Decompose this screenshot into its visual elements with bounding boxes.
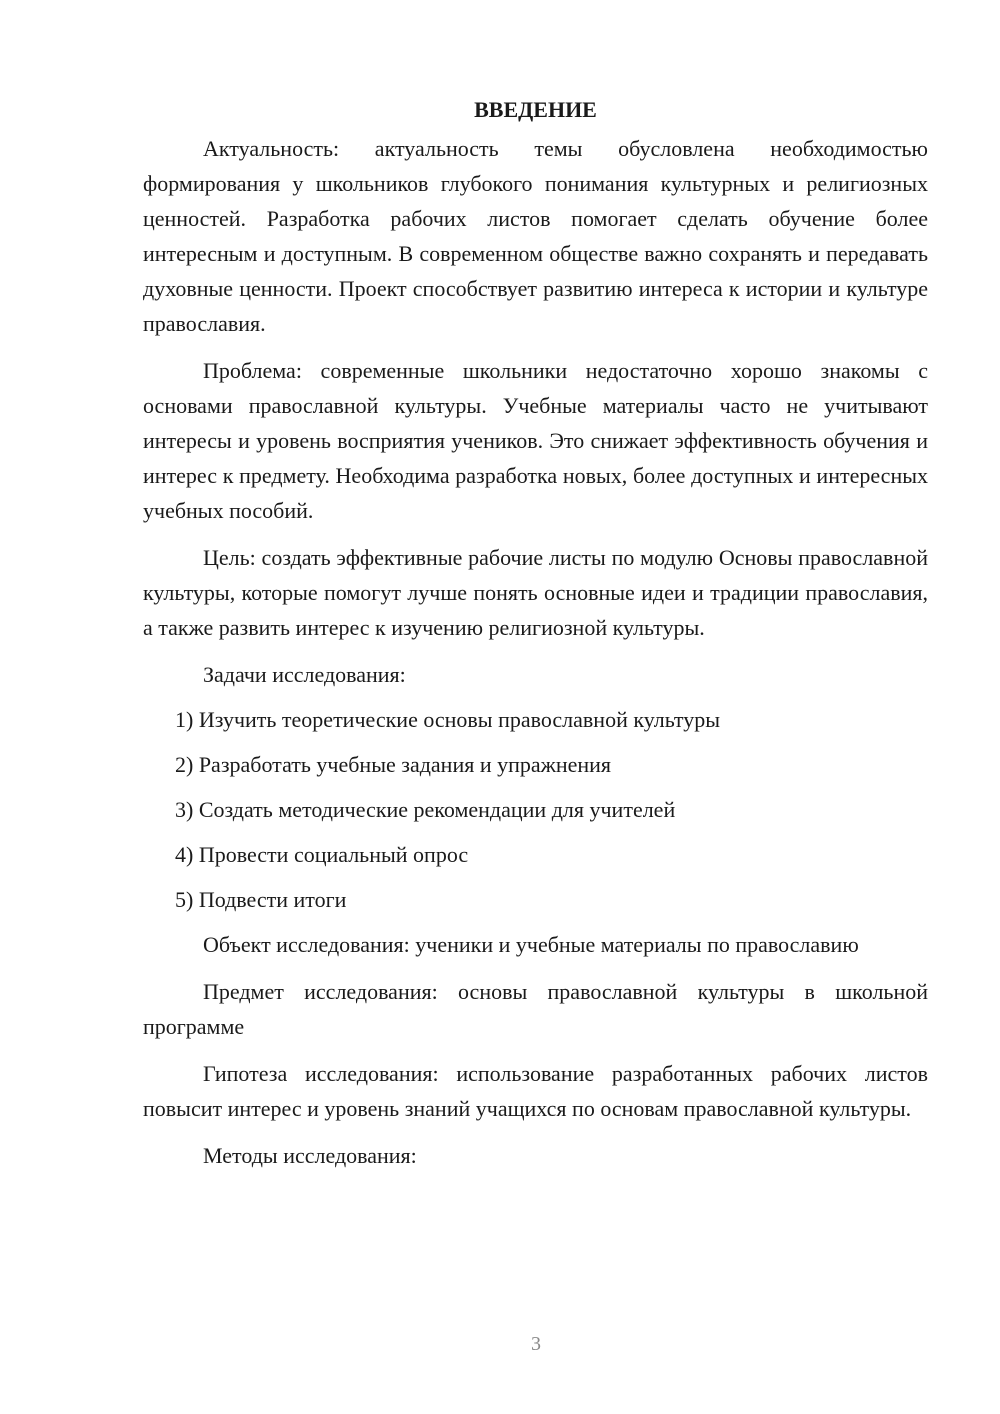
document-page — [143, 95, 928, 1183]
hypothesis-paragraph: Гипотеза исследования: использование разработанных рабочих листов повысит интерес и уровень знаний учащихся по основам православной культуры. — [143, 1061, 928, 1121]
actuality-paragraph: Актуальность: актуальность темы обусловлена необходимостью формирования у школьников глубокого понимания культурных и религиозных ценностей. Разработка рабочих листов помогает сделать обучение более интересным и доступным. В современном обществе важно сохранять и передавать духовные ценности. Проект способствует развитию интереса к истории и культуре православия. — [143, 136, 928, 336]
task-list — [143, 702, 928, 917]
problem-paragraph: Проблема: современные школьники недостаточно хорошо знакомы с основами православной культуры. Учебные материалы часто не учитывают интересы и уровень восприятия учеников. Это снижает эффективность обучения и интерес к предмету. Необходима разработка новых, более доступных и интересных учебных пособий. — [143, 358, 928, 523]
task-item: 3) Создать методические рекомендации для учителей — [175, 797, 676, 822]
tasks-heading: Задачи исследования: — [203, 662, 406, 687]
task-item: 5) Подвести итоги — [175, 887, 347, 912]
task-item: 4) Провести социальный опрос — [175, 842, 469, 867]
page-number: 3 — [531, 1333, 541, 1355]
methods-heading: Методы исследования: — [203, 1143, 417, 1168]
subject-paragraph: Предмет исследования: основы православной культуры в школьной программе — [143, 979, 928, 1039]
section-title: ВВЕДЕНИЕ — [474, 97, 597, 122]
task-item: 2) Разработать учебные задания и упражнения — [175, 752, 612, 777]
object-paragraph: Объект исследования: ученики и учебные материалы по православию — [203, 932, 859, 957]
task-item: 1) Изучить теоретические основы православной культуры — [175, 707, 721, 732]
goal-paragraph: Цель: создать эффективные рабочие листы по модулю Основы православной культуры, которые помогут лучше понять основные идеи и традиции православия, а также развить интерес к изучению религиозной культуры. — [143, 545, 928, 640]
